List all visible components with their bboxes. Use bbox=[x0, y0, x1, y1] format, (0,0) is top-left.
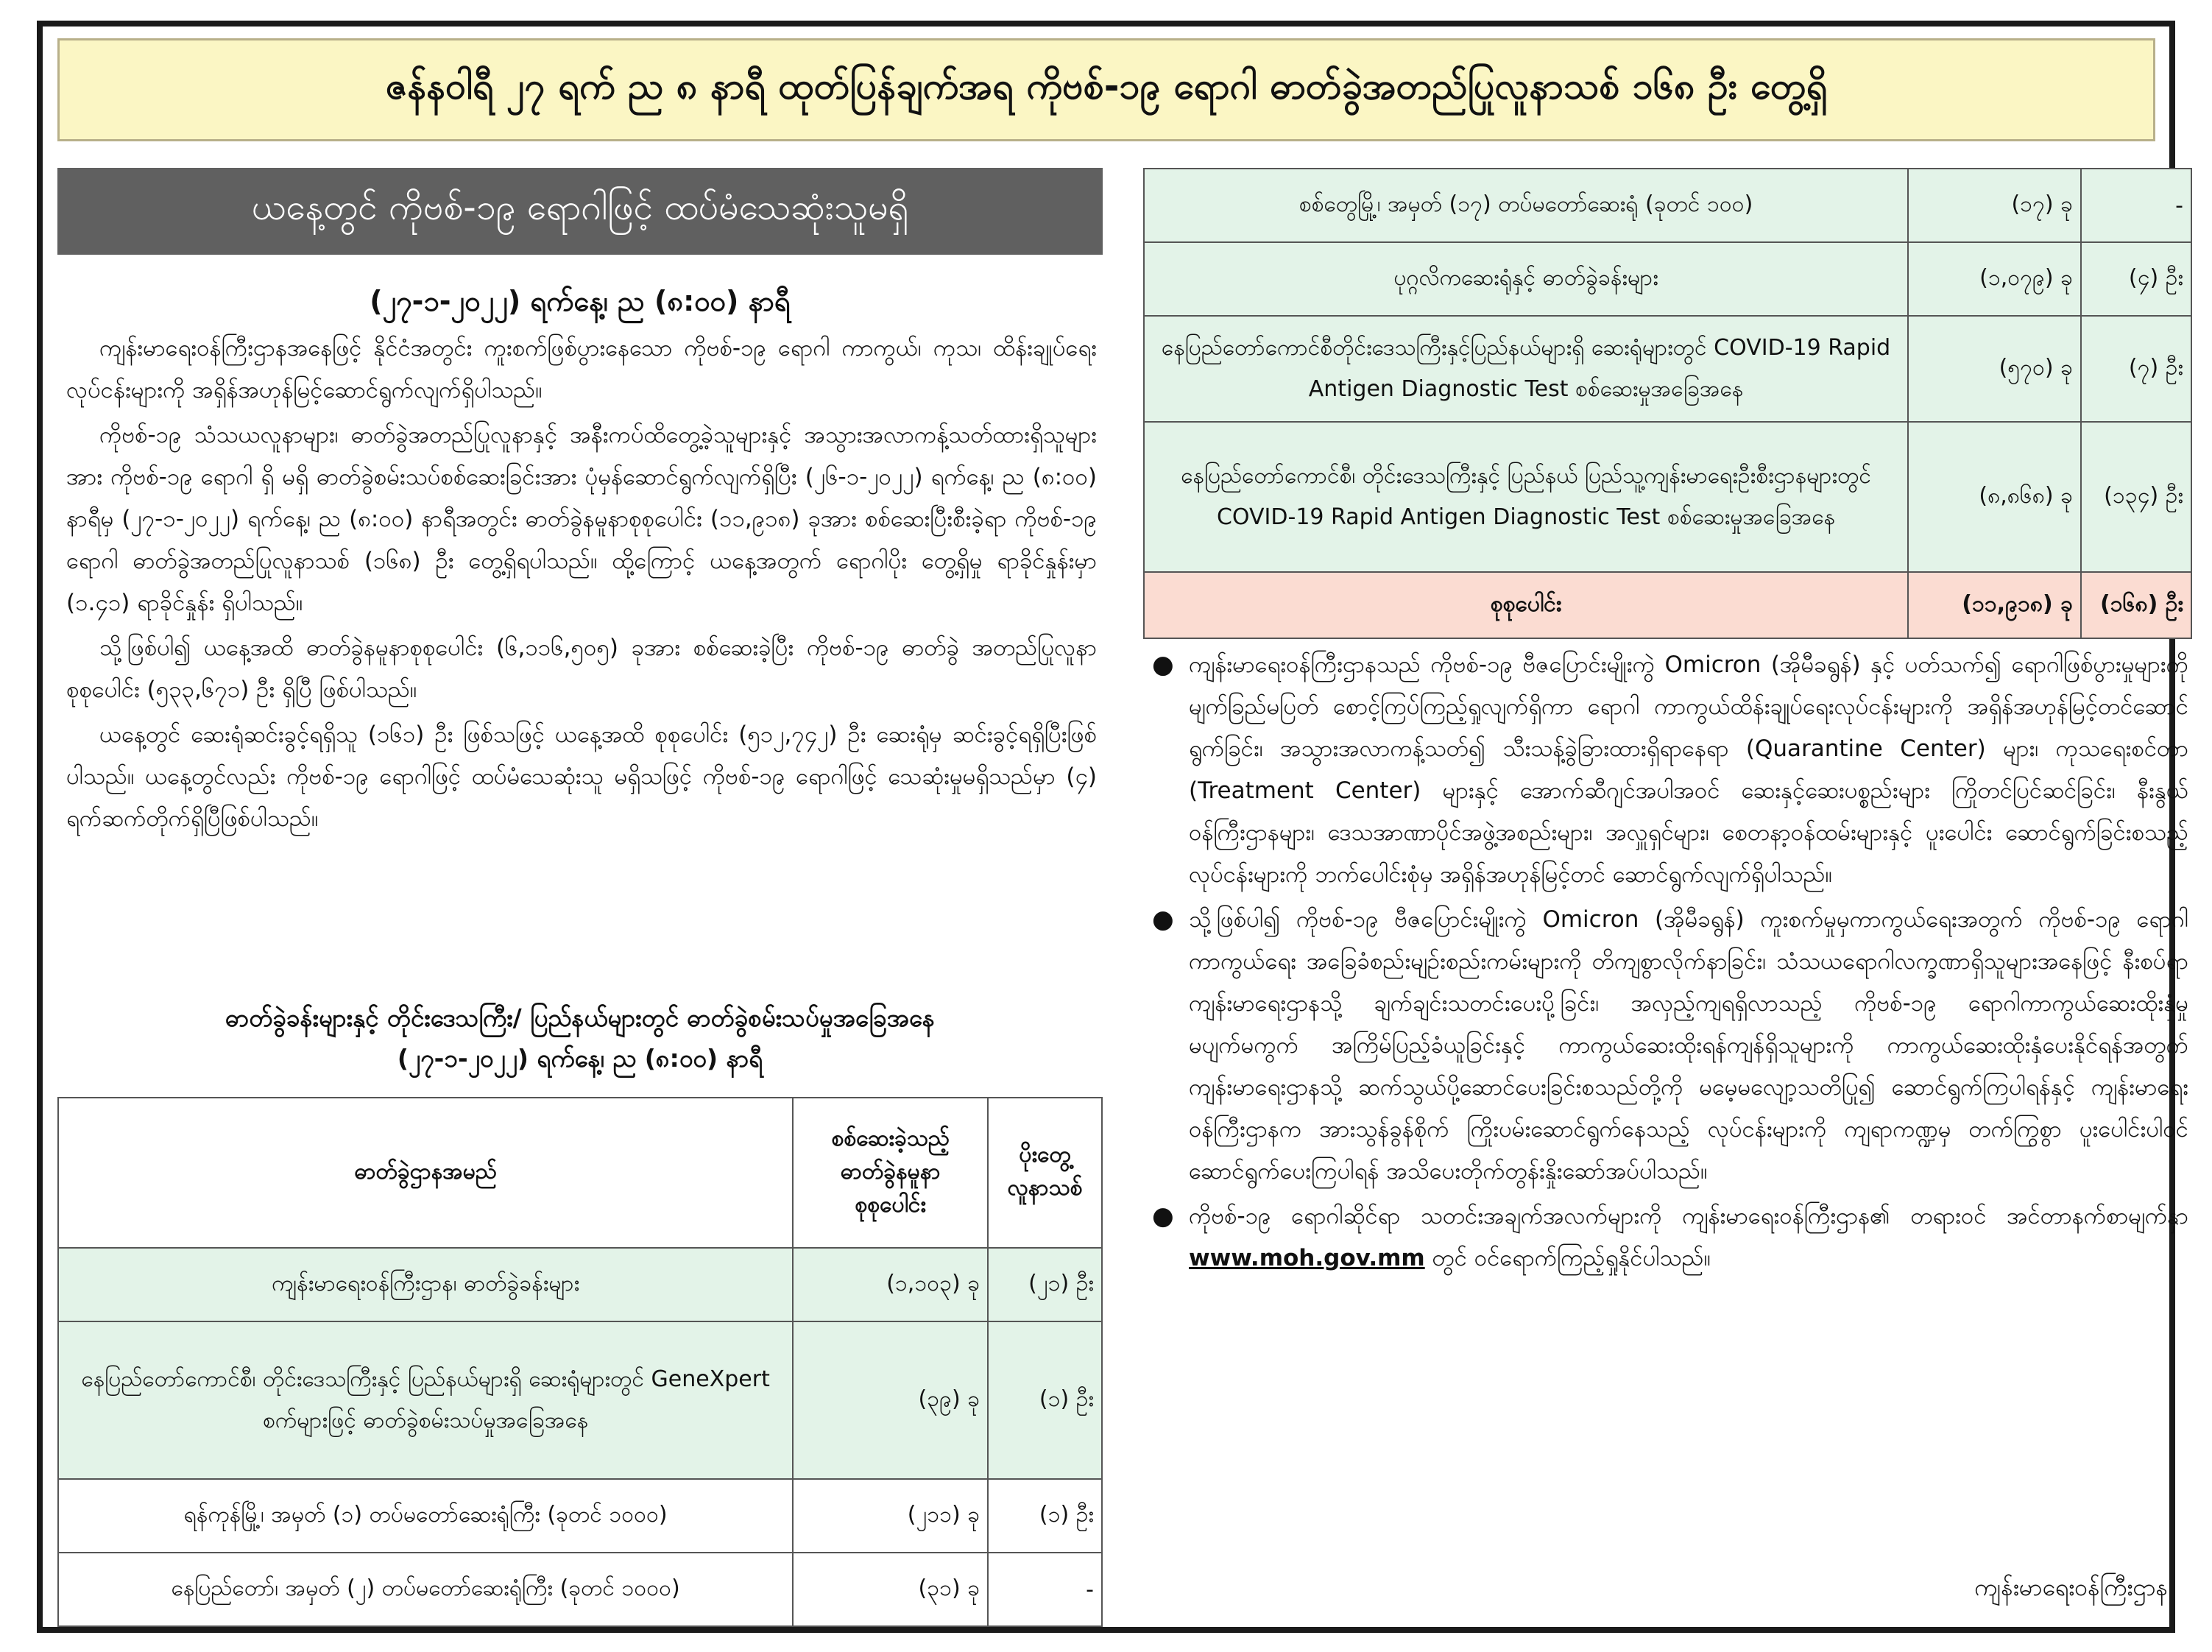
table-header-row bbox=[58, 1098, 1102, 1248]
bullet-item bbox=[1143, 644, 2188, 896]
samples: (၁,၁၀၃) ခု bbox=[793, 1248, 988, 1321]
bullet-item bbox=[1143, 899, 2188, 1193]
positive: (၂၁) ဦး bbox=[988, 1248, 1102, 1321]
samples: (၁၇) ခု bbox=[1908, 169, 2081, 242]
website-link[interactable]: www.moh.gov.mm bbox=[1189, 1245, 1425, 1271]
headline: ဇန်နဝါရီ ၂၇ ရက် ည ၈ နာရီ ထုတ်ပြန်ချက်အရ ကိုဗစ်-၁၉ ရောဂါ ဓာတ်ခွဲအတည်ပြုလူနာသစ် ၁၆၈ ဦး တွေ့ရှိ bbox=[57, 38, 2155, 141]
table-row bbox=[58, 1248, 1102, 1321]
table-title bbox=[57, 998, 1103, 1079]
samples: (၁,၀၇၉) ခု bbox=[1908, 242, 2081, 316]
lab-name: ပုဂ္ဂလိကဆေးရုံနှင့် ဓာတ်ခွဲခန်းများ bbox=[1144, 242, 1908, 316]
table-title-line1: ဓာတ်ခွဲခန်းများနှင့် တိုင်းဒေသကြီး/ ပြည်နယ်များတွင် ဓာတ်ခွဲစမ်းသပ်မှုအခြေအနေ bbox=[225, 1003, 935, 1032]
table-row bbox=[1144, 422, 2191, 572]
positive: (၄) ဦး bbox=[2081, 242, 2191, 316]
bullet-text-prefix: ကိုဗစ်-၁၉ ရောဂါဆိုင်ရာ သတင်းအချက်အလက်များကို ကျန်းမာရေးဝန်ကြီးဌာန၏ တရားဝင် အင်တာနက်စာမျက်နှာ bbox=[1189, 1203, 2188, 1229]
table-row bbox=[58, 1553, 1102, 1626]
bullet-text: ကျန်းမာရေးဝန်ကြီးဌာနသည် ကိုဗစ်-၁၉ ဗီဇပြောင်းမျိုးကွဲ Omicron (အိုမီခရွန်) နှင့် ပတ်သက်၍ ရောဂါဖြစ်ပွားမှုများကို မျက်ခြည်မပြတ် စောင့်ကြပ်ကြည့်ရှုလျက်ရှိကာ ရောဂါ ကာကွယ်ထိန်းချုပ်ရေးလုပ်ငန်းများကို အရှိန်အဟုန်မြင့်တင်ဆောင်ရွက်ခြင်း၊ အသွားအလာကန့်သတ်၍ သီးသန့်ခွဲခြားထားရှိရာနေရာ (Quarantine Center) များ၊ ကုသရေးစင်တာ (Treatment Center) များနှင့် အောက်ဆီဂျင်အပါအဝင် ဆေးနှင့်ဆေးပစ္စည်းများ ကြိုတင်ပြင်ဆင်ခြင်း၊ နီးနွယ်ဝန်ကြီးဌာနများ၊ ဒေသအာဏာပိုင်အဖွဲ့အစည်းများ၊ အလှူရှင်များ၊ စေတနာ့ဝန်ထမ်းများနှင့် ပူးပေါင်း ဆောင်ရွက်ခြင်းစသည့် လုပ်ငန်းများကို ဘက်ပေါင်းစုံမှ အရှိန်အဟုန်မြင့်တင် ဆောင်ရွက်လျက်ရှိပါသည်။ bbox=[1189, 652, 2188, 888]
bullet-icon: ● bbox=[1152, 650, 1174, 679]
paragraph: သို့ဖြစ်ပါ၍ ယနေ့အထိ ဓာတ်ခွဲနမူနာစုစုပေါင်း (၆,၁၁၆,၅၀၅) ခုအား စစ်ဆေးခဲ့ပြီး ကိုဗစ်-၁၉ ဓာတ်ခွဲ အတည်ပြုလူနာ စုစုပေါင်း (၅၃၃,၆၇၁) ဦး ရှိပြီ ဖြစ်ပါသည်။ bbox=[66, 635, 1097, 703]
header-lab-name: ဓာတ်ခွဲဌာနအမည် bbox=[58, 1098, 793, 1248]
header-positive: ပိုးတွေ့ လူနာသစ် bbox=[988, 1098, 1102, 1248]
positive: (၁၃၄) ဦး bbox=[2081, 422, 2191, 572]
table-row bbox=[1144, 169, 2191, 242]
bullet-item bbox=[1143, 1196, 2188, 1279]
lab-name: နေပြည်တော်ကောင်စီ၊ တိုင်းဒေသကြီးနှင့် ပြည်နယ်များရှိ ဆေးရုံများတွင် GeneXpert စက်များဖြင့် ဓာတ်ခွဲစမ်းသပ်မှုအခြေအနေ bbox=[58, 1321, 793, 1479]
samples: (၅၇၀) ခု bbox=[1908, 316, 2081, 422]
samples: (၃၉) ခု bbox=[793, 1321, 988, 1479]
samples: (၃၁) ခု bbox=[793, 1553, 988, 1626]
bullet-text: သို့ဖြစ်ပါ၍ ကိုဗစ်-၁၉ ဗီဇပြောင်းမျိုးကွဲ Omicron (အိုမီခရွန်) ကူးစက်မှုမှကာကွယ်ရေးအတွက် ကိုဗစ်-၁၉ ရောဂါကာကွယ်ရေး အခြေခံစည်းမျဉ်းစည်းကမ်းများကို တိကျစွာလိုက်နာခြင်း၊ သံသယရောဂါလက္ခဏာရှိသူများအနေဖြင့် နီးစပ်ရာကျန်းမာရေးဌာနသို့ ချက်ချင်းသတင်းပေးပို့ခြင်း၊ အလှည့်ကျရရှိလာသည့် ကိုဗစ်-၁၉ ရောဂါကာကွယ်ဆေးထိုးနှံမှု မပျက်မကွက် အကြိမ်ပြည့်ခံယူခြင်းနှင့် ကာကွယ်ဆေးထိုးရန်ကျန်ရှိသူများကို ကာကွယ်ဆေးထိုးနှံပေးနိုင်ရန်အတွက် ကျန်းမာရေးဌာနသို့ ဆက်သွယ်ပို့ဆောင်ပေးခြင်းစသည်တို့ကို မမေ့မလျော့သတိပြု၍ ဆောင်ရွက်ကြပါရန်နှင့် ကျန်းမာရေးဝန်ကြီးဌာနက အားသွန်ခွန်စိုက် ကြိုးပမ်းဆောင်ရွက်နေသည့် လုပ်ငန်းများကို ကျရာကဏ္ဍမှ တက်ကြွစွာ ပူးပေါင်းပါဝင်ဆောင်ရွက်ပေးကြပါရန် အသိပေးတိုက်တွန်းနှိုးဆော်အပ်ပါသည်။ bbox=[1189, 906, 2188, 1185]
positive: (၇) ဦး bbox=[2081, 316, 2191, 422]
lab-name: နေပြည်တော်ကောင်စီ၊ တိုင်းဒေသကြီးနှင့် ပြည်နယ် ပြည်သူ့ကျန်းမာရေးဦးစီးဌာနများတွင် COVID-19 Rapid Antigen Diagnostic Test စစ်ဆေးမှုအခြေအနေ bbox=[1144, 422, 1908, 572]
bullet-icon: ● bbox=[1152, 1201, 1174, 1231]
positive: - bbox=[2081, 169, 2191, 242]
paragraph: ကိုဗစ်-၁၉ သံသယလူနာများ၊ ဓာတ်ခွဲအတည်ပြုလူနာနှင့် အနီးကပ်ထိတွေ့ခဲ့သူများနှင့် အသွားအလာကန့်သတ်ထားရှိသူများအား ကိုဗစ်-၁၉ ရောဂါ ရှိ မရှိ ဓာတ်ခွဲစမ်းသပ်စစ်ဆေးခြင်းအား ပုံမှန်ဆောင်ရွက်လျက်ရှိပြီး (၂၆-၁-၂၀၂၂) ရက်နေ့၊ ည (၈:၀၀) နာရီမှ (၂၇-၁-၂၀၂၂) ရက်နေ့၊ ည (၈:၀၀) နာရီအတွင်း ဓာတ်ခွဲနမူနာစုစုပေါင်း (၁၁,၉၁၈) ခုအား စစ်ဆေးပြီးစီးခဲ့ရာ ကိုဗစ်-၁၉ ရောဂါ ဓာတ်ခွဲအတည်ပြုလူနာသစ် (၁၆၈) ဦး တွေ့ရှိရပါသည်။ ထို့ကြောင့် ယနေ့အတွက် ရောဂါပိုး တွေ့ရှိမှု ရာခိုင်နှုန်းမှာ (၁.၄၁) ရာခိုင်နှုန်း ရှိပါသည်။ bbox=[66, 422, 1097, 616]
bullet-text-suffix: တွင် ဝင်ရောက်ကြည့်ရှုနိုင်ပါသည်။ bbox=[1424, 1245, 1711, 1271]
lab-table-continued bbox=[1143, 168, 2192, 639]
table-row bbox=[1144, 242, 2191, 316]
signature: ကျန်းမာရေးဝန်ကြီးဌာန bbox=[1974, 1573, 2168, 1601]
lab-name: ရန်ကုန်မြို့၊ အမှတ် (၁) တပ်မတော်ဆေးရုံကြီး (ခုတင် ၁၀၀၀) bbox=[58, 1479, 793, 1553]
total-positive: (၁၆၈) ဦး bbox=[2081, 572, 2191, 638]
positive: - bbox=[988, 1553, 1102, 1626]
total-samples: (၁၁,၉၁၈) ခု bbox=[1908, 572, 2081, 638]
body-text bbox=[66, 328, 1097, 843]
table-title-line2: (၂၇-၁-၂၀၂၂) ရက်နေ့၊ ည (၈:၀၀) နာရီ bbox=[397, 1044, 763, 1073]
notice-bullets bbox=[1143, 644, 2188, 1282]
total-label: စုစုပေါင်း bbox=[1144, 572, 1908, 638]
lab-name: နေပြည်တော်၊ အမှတ် (၂) တပ်မတော်ဆေးရုံကြီး (ခုတင် ၁၀၀၀) bbox=[58, 1553, 793, 1626]
bullet-icon: ● bbox=[1152, 905, 1174, 934]
samples: (၈,၈၆၈) ခု bbox=[1908, 422, 2081, 572]
table-row bbox=[58, 1321, 1102, 1479]
paragraph: ယနေ့တွင် ဆေးရုံဆင်းခွင့်ရရှိသူ (၁၆၁) ဦး ဖြစ်သဖြင့် ယနေ့အထိ စုစုပေါင်း (၅၁၂,၇၄၂) ဦး ဆေးရုံမှ ဆင်းခွင့်ရရှိပြီးဖြစ်ပါသည်။ ယနေ့တွင်လည်း ကိုဗစ်-၁၉ ရောဂါဖြင့် ထပ်မံသေဆုံးသူ မရှိသဖြင့် ကိုဗစ်-၁၉ ရောဂါဖြင့် သေဆုံးမှုမရှိသည်မှာ (၄) ရက်ဆက်တိုက်ရှိပြီဖြစ်ပါသည်။ bbox=[66, 721, 1097, 832]
lab-table bbox=[57, 1097, 1103, 1627]
table-row bbox=[58, 1479, 1102, 1553]
table-total-row bbox=[1144, 572, 2191, 638]
table-row bbox=[1144, 316, 2191, 422]
lab-name: ကျန်းမာရေးဝန်ကြီးဌာန၊ ဓာတ်ခွဲခန်းများ bbox=[58, 1248, 793, 1321]
positive: (၁) ဦး bbox=[988, 1321, 1102, 1479]
samples: (၂၁၁) ခု bbox=[793, 1479, 988, 1553]
header-samples: စစ်ဆေးခဲ့သည့် ဓာတ်ခွဲနမူနာ စုစုပေါင်း bbox=[793, 1098, 988, 1248]
paragraph: ကျန်းမာရေးဝန်ကြီးဌာနအနေဖြင့် နိုင်ငံအတွင်း ကူးစက်ဖြစ်ပွားနေသော ကိုဗစ်-၁၉ ရောဂါ ကာကွယ်၊ ကုသ၊ ထိန်းချုပ်ရေးလုပ်ငန်းများကို အရှိန်အဟုန်မြင့်ဆောင်ရွက်လျက်ရှိပါသည်။ bbox=[66, 335, 1097, 403]
positive: (၁) ဦး bbox=[988, 1479, 1102, 1553]
dateline: (၂၇-၁-၂၀၂၂) ရက်နေ့၊ ည (၈:၀၀) နာရီ bbox=[370, 285, 791, 317]
subheadline: ယနေ့တွင် ကိုဗစ်-၁၉ ရောဂါဖြင့် ထပ်မံသေဆုံးသူမရှိ bbox=[57, 168, 1103, 255]
lab-name: စစ်တွေမြို့၊ အမှတ် (၁၇) တပ်မတော်ဆေးရုံ (ခုတင် ၁၀၀) bbox=[1144, 169, 1908, 242]
lab-name: နေပြည်တော်ကောင်စီတိုင်းဒေသကြီးနှင့်ပြည်နယ်များရှိ ဆေးရုံများတွင် COVID-19 Rapid Antigen Diagnostic Test စစ်ဆေးမှုအခြေအနေ bbox=[1144, 316, 1908, 422]
